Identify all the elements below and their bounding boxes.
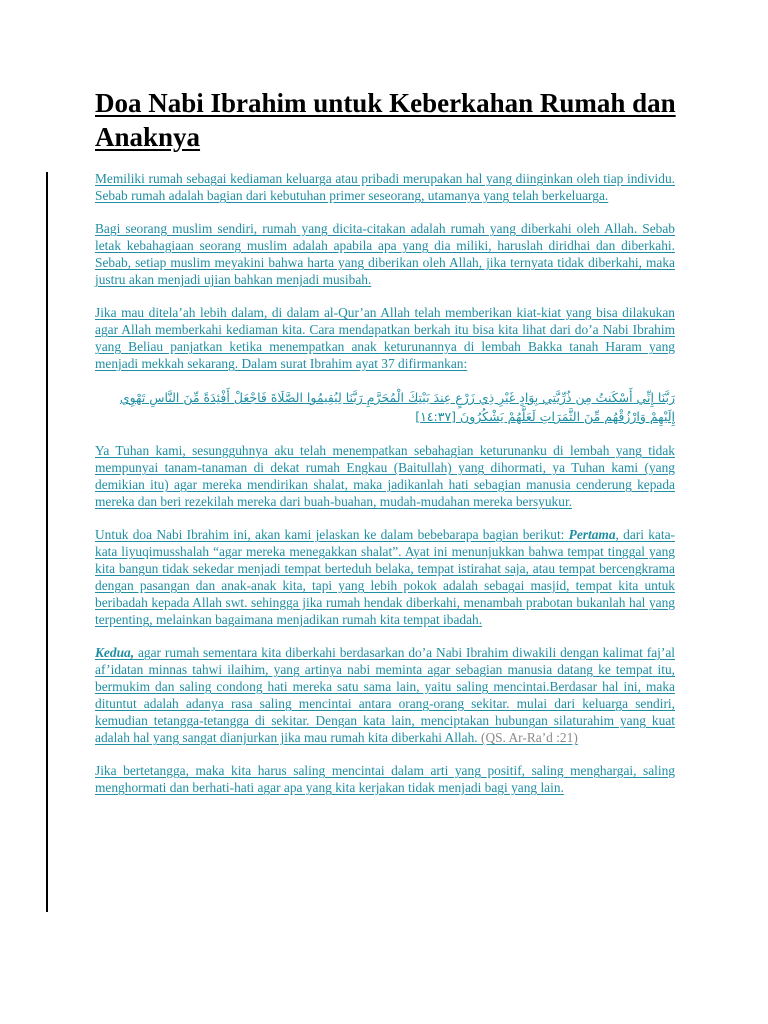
paragraph-5-text: , dari kata-kata liyuqimusshalah “agar mereka menegakkan shalat”. Ayat ini menunjukkan bahwa tempat tinggal yang kita bangun tidak sekedar menjadi tempat berteduh belaka, tempat istirahat saja, atau tempat bercengkrama dengan pasangan dan anak-anak kita, tapi yang lebih pokok adalah sebagai masjid, tempat kita untuk beribadah kepada Allah swt. sehingga jika rumah hendak diberkahi, menambah prabotan bukanlah hal yang terpenting, melainkan bagaimana menjadikan rumah kita tempat ibadah.: [95, 527, 675, 627]
margin-bar: [46, 172, 48, 912]
paragraph-5: [95, 526, 675, 628]
paragraph-3: Jika mau ditela’ah lebih dalam, di dalam al-Qur’an Allah telah memberikan kiat-kiat yang bisa dilakukan agar Allah memberkahi kediaman kita. Cara mendapatkan berkah itu bisa kita lihat dari do’a Nabi Ibrahim yang Beliau panjatkan ketika menempatkan anak keturunannya di lembah Bakka tanah Haram yang menjadi mekkah sekarang. Dalam surat Ibrahim ayat 37 difirmankan:: [95, 305, 675, 371]
paragraph-6: [95, 644, 675, 746]
article-title: Doa Nabi Ibrahim untuk Keberkahan Rumah dan Anaknya: [95, 88, 676, 152]
paragraph-2: Bagi seorang muslim sendiri, rumah yang dicita-citakan adalah rumah yang diberkahi oleh Allah. Sebab letak kebahagiaan seorang muslim adalah apabila apa yang dia miliki, haruslah diridhai dan diberkahi. Sebab, setiap muslim meyakini bahwa harta yang diberikan oleh Allah, jika ternyata tidak diberkahi, maka justru akan menjadi ujian bahkan menjadi musibah.: [95, 221, 675, 287]
kedua-label: Kedua,: [95, 645, 135, 660]
article-body: [95, 170, 675, 812]
arabic-verse: رَبَّنَا إِنِّي أَسْكَنتُ مِن ذُرِّيَّتِي بِوَادٍ غَيْرِ ذِي زَرْعٍ عِندَ بَيْتِكَ الْمُحَرَّمِ رَبَّنَا لِيُقِيمُوا الصَّلَاةَ فَاجْعَلْ أَفْئِدَةً مِّنَ النَّاسِ تَهْوِي إِلَيْهِمْ وَارْزُقْهُم مِّنَ الثَّمَرَاتِ لَعَلَّهُمْ يَشْكُرُونَ [١٤:٣٧]: [119, 390, 675, 424]
pertama-label: Pertama: [568, 527, 616, 542]
paragraph-5-intro: Untuk doa Nabi Ibrahim ini, akan kami jelaskan ke dalam bebebarapa bagian berikut:: [95, 527, 565, 542]
paragraph-6-text: agar rumah sementara kita diberkahi berdasarkan do’a Nabi Ibrahim diwakili dengan kalimat faj’al af’idatan minnas tahwi ilaihim, yang artinya nabi meminta agar sebagian manusia datang ke tempat itu, bermukim dan saling condong hati mereka satu sama lain, yaitu saling mencintai.Berdasar hal ini, maka dituntut adalah adanya rasa saling mencintai antara orang-orang sekitar. mulai dari keluarga sendiri, kemudian tetangga-tetangga di sekitar. Dengan kata lain, menciptakan hubungan silaturahim yang kuat adalah hal yang sangat dianjurkan jika mau rumah kita diberkahi Allah.: [95, 645, 675, 745]
paragraph-4: Ya Tuhan kami, sesungguhnya aku telah menempatkan sebahagian keturunanku di lembah yang tidak mempunyai tanam-tanaman di dekat rumah Engkau (Baitullah) yang dihormati, ya Tuhan kami (yang demikian itu) agar mereka mendirikan shalat, maka jadikanlah hati sebagian manusia cenderung kepada mereka dan beri rezekilah mereka dari buah-buahan, mudah-mudahan mereka bersyukur.: [95, 443, 675, 509]
paragraph-7: Jika bertetangga, maka kita harus saling mencintai dalam arti yang positif, saling menghargai, saling menghormati dan berhati-hati agar apa yang kita kerjakan tidak menjadi bagi yang lain.: [95, 763, 675, 795]
quran-reference: (QS. Ar-Ra’d :21): [480, 730, 578, 745]
paragraph-1: Memiliki rumah sebagai kediaman keluarga atau pribadi merupakan hal yang diinginkan oleh tiap individu. Sebab rumah adalah bagian dari kebutuhan primer seseorang, utamanya yang telah berkeluarga.: [95, 171, 675, 203]
